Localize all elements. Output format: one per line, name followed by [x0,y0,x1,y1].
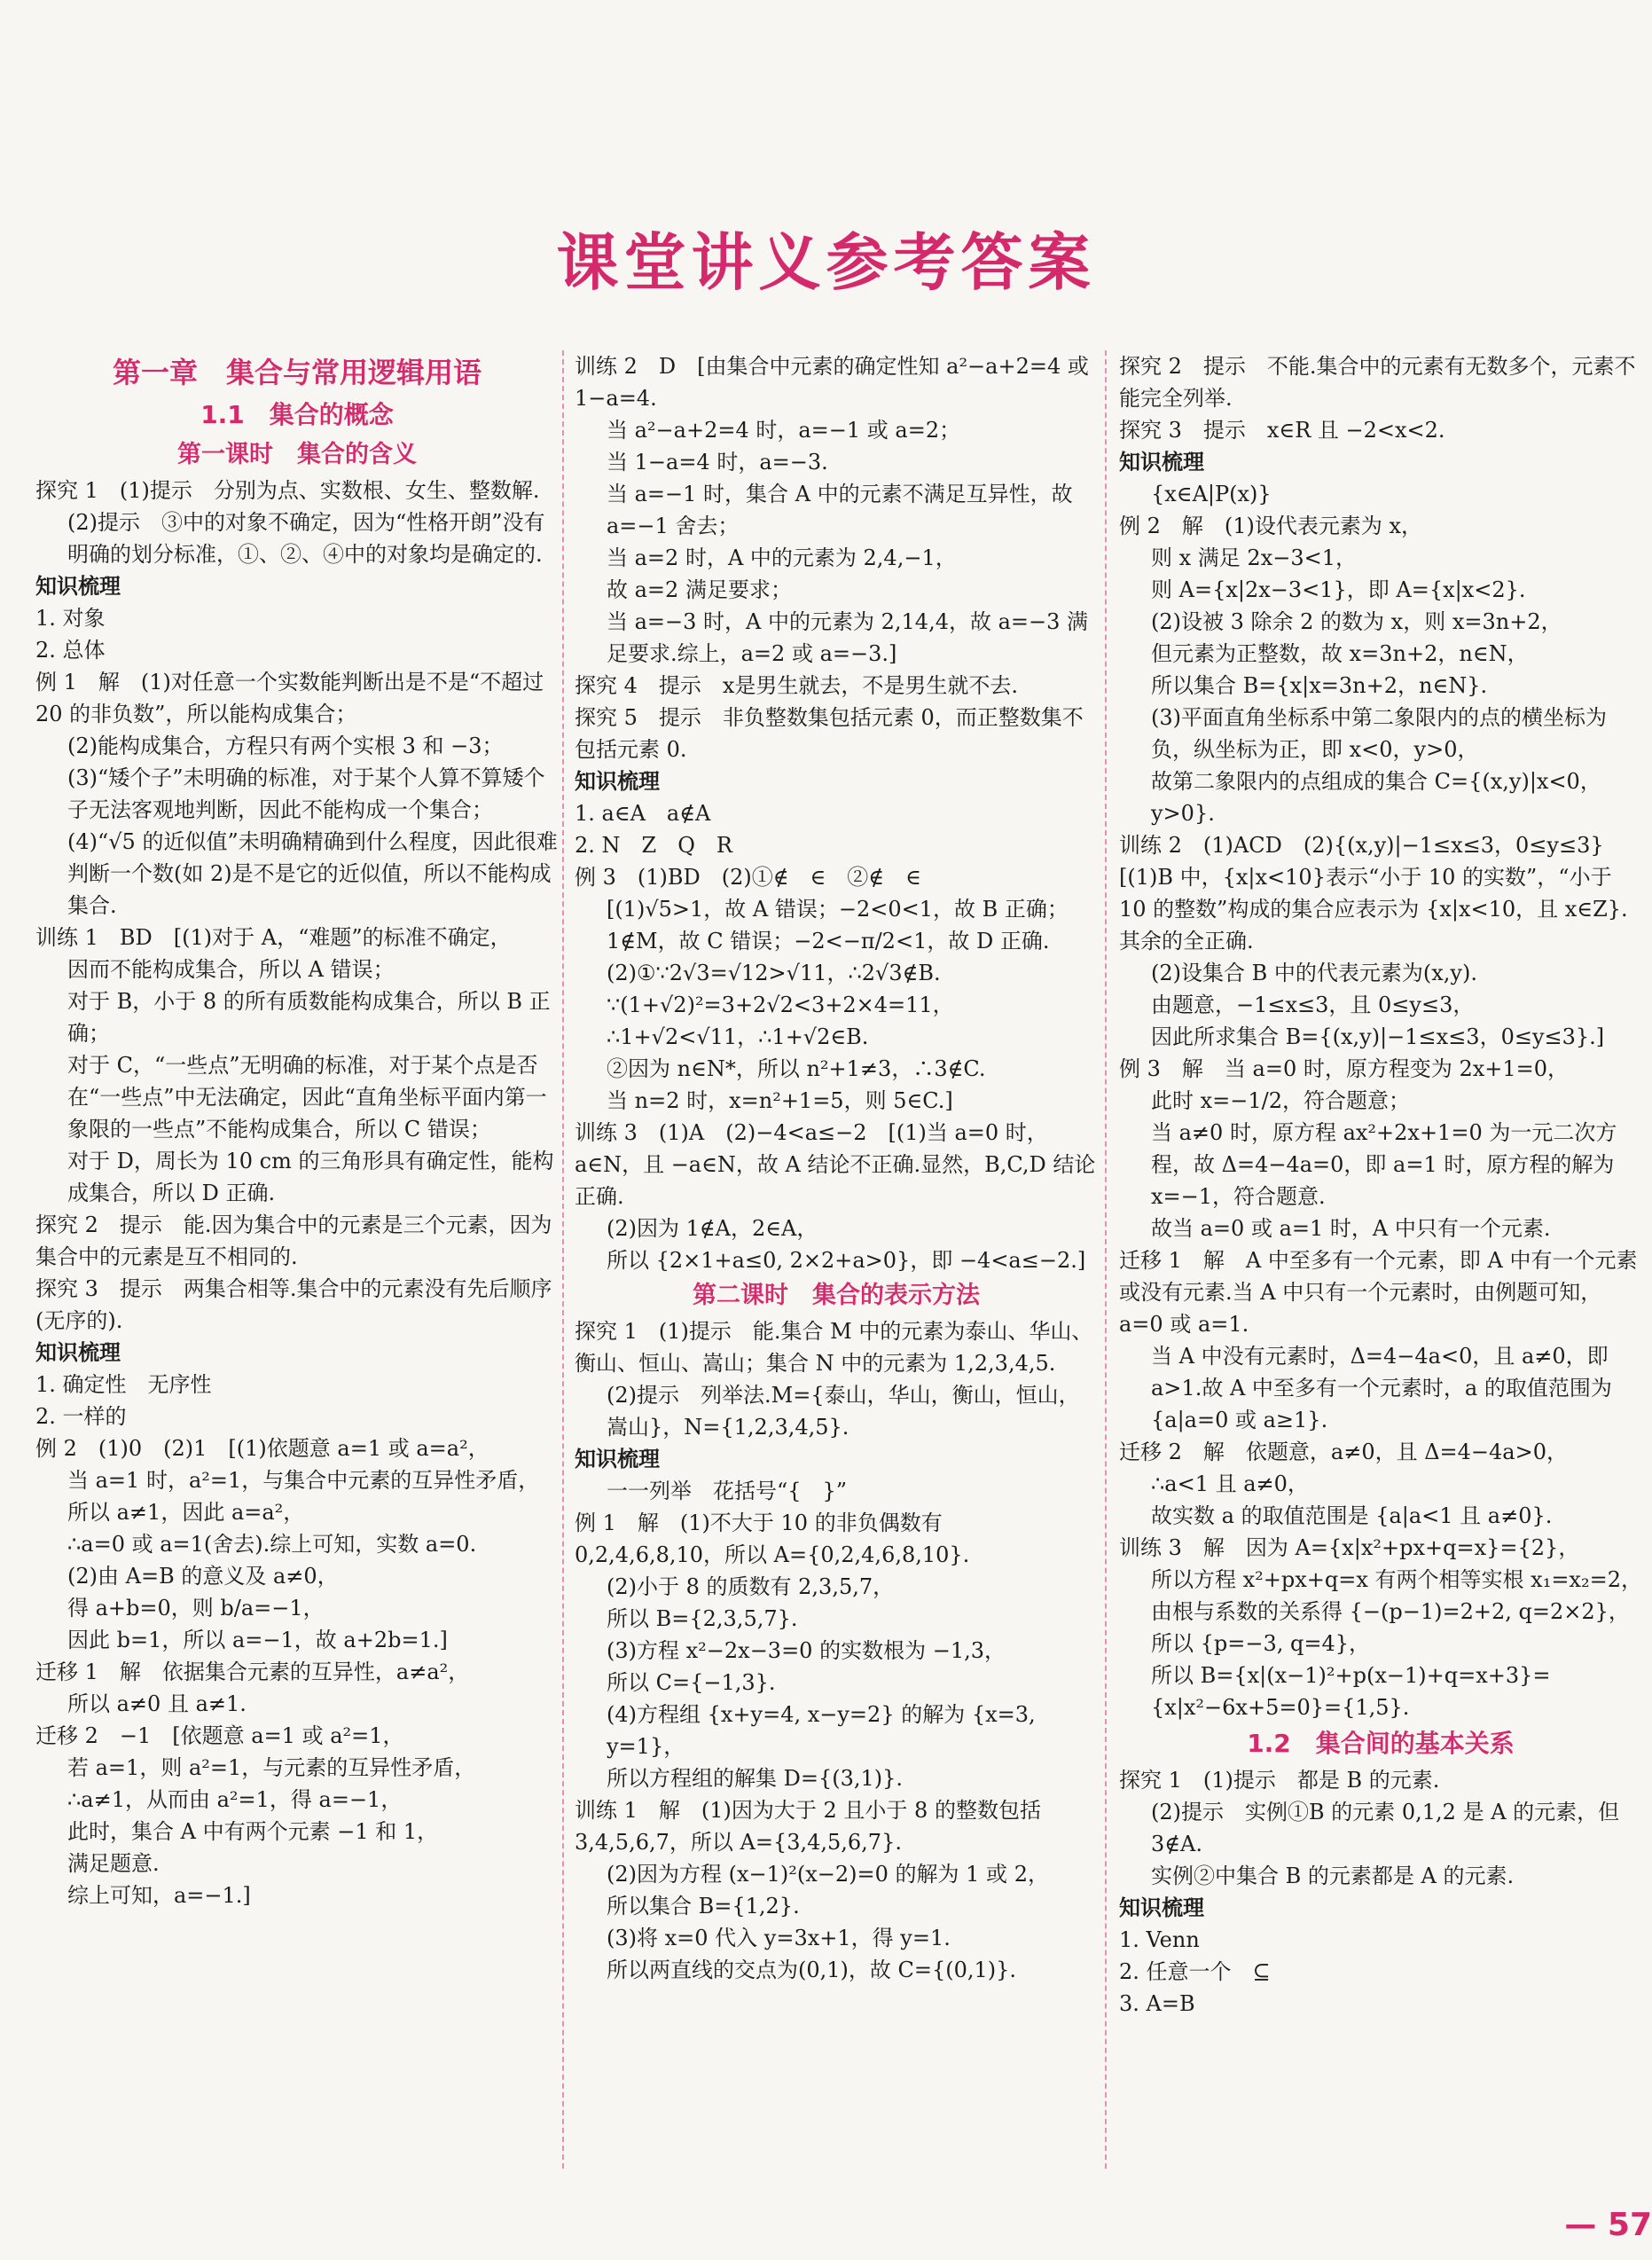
answer-line: (3)方程 x²−2x−3=0 的实数根为 −1,3， [607,1638,1006,1663]
answer-line: 所以方程组的解集 D={(3,1)}. [607,1766,904,1791]
answer-paragraph: 探究 1 (1)提示 都是 B 的元素. [1119,1768,1440,1793]
answer-line: (2)能构成集合，方程只有两个实根 3 和 −3； [67,734,504,758]
answer-paragraph: 2. 任意一个 ⊆ [1119,1959,1271,1984]
answer-paragraph: 迁移 2 解 依题意，a≠0，且 Δ=4−4a>0， [1119,1440,1568,1464]
answer-paragraph: 例 3 解 当 a=0 时，原方程变为 2x+1=0， [1119,1056,1570,1081]
answer-line: 由题意，−1≤x≤3，且 0≤y≤3， [1151,993,1475,1017]
answer-line: 当 a=−3 时，A 中的元素为 2,14,4，故 a=−3 满足要求.综上，a=2 或 a=−3.] [607,609,1089,666]
answer-paragraph: 例 1 解 (1)对任意一个实数能判断出是不是“不超过 20 的非负数”，所以能构成集合； [35,670,551,726]
answer-paragraph: 例 2 解 (1)设代表元素为 x， [1119,514,1423,538]
answer-paragraph: 探究 1 (1)提示 分别为点、实数根、女生、整数解. [35,478,540,503]
answer-line: 所以 B={x|(x−1)²+p(x−1)+q=x+3}={x|x²−6x+5=0}={1,5}. [1151,1663,1551,1720]
answer-line: (2)提示 实例①B 的元素 0,1,2 是 A 的元素，但 3∉A. [1151,1800,1626,1856]
answer-paragraph: 探究 2 提示 不能.集合中的元素有无数多个，元素不能完全列举. [1119,354,1636,411]
answer-line: 所以两直线的交点为(0,1)，故 C={(0,1)}. [607,1958,1017,1982]
answer-line: (2)因为方程 (x−1)²(x−2)=0 的解为 1 或 2， [607,1862,1049,1887]
answer-paragraph: 3. A=B [1119,1991,1195,2016]
page-title: 课堂讲义参考答案 [556,226,1096,299]
answer-line: (2)提示 列举法.M={泰山，华山，衡山，恒山，嵩山}，N={1,2,3,4,5}. [607,1383,1080,1440]
lesson-heading: 第二课时 集合的表示方法 [693,1282,980,1309]
answer-line: 一一列举 花括号“{ }” [607,1479,848,1503]
answer-line: ∵(1+√2)²=3+2√2<3+2×4=11， [607,993,954,1017]
answer-line: (3)将 x=0 代入 y=3x+1，得 y=1. [607,1926,951,1950]
answer-line: 当 A 中没有元素时，Δ=4−4a<0，且 a≠0，即 a>1.故 A 中至多有一个元素时，a 的取值范围为 {a|a=0 或 a≥1}. [1151,1344,1619,1432]
answer-line: 所以 a≠1，因此 a=a²， [67,1500,305,1525]
answer-paragraph: 1. 对象 [35,606,106,631]
answer-line: (3)“矮个子”未明确的标准，对于某个人算不算矮个子无法客观地判断，因此不能构成一个集合； [67,765,545,822]
answer-paragraph: 例 1 解 (1)不大于 10 的非负偶数有 0,2,4,6,8,10，所以 A={0,2,4,6,8,10}. [575,1511,970,1567]
answer-line: 但元素为正整数，故 x=3n+2，n∈N， [1151,641,1529,666]
answer-paragraph: 训练 2 (1)ACD (2){(x,y)|−1≤x≤3，0≤y≤3} [(1)B 中，{x|x<10}表示“小于 10 的实数”，“小于 10 的整数”构成的集合应表示为 {x|x<10，且 x∈Z}.其余的全正确. [1119,833,1628,953]
answer-paragraph: 训练 3 解 因为 A={x|x²+px+q=x}={2}， [1119,1535,1580,1560]
answer-line: 所以 {2×1+a≤0, 2×2+a>0}，即 −4<a≤−2.] [607,1248,1086,1273]
answer-paragraph: 例 3 (1)BD (2)①∉ ∈ ②∉ ∈ [575,865,921,890]
answer-paragraph: 2. 一样的 [35,1404,127,1429]
answer-line: 所以集合 B={1,2}. [607,1894,800,1919]
answer-line: [(1)√5>1，故 A 错误；−2<0<1，故 B 正确； [607,897,1069,922]
answer-line: 对于 B，小于 8 的所有质数能构成集合，所以 B 正确； [67,989,551,1046]
answer-paragraph: 1. Venn [1119,1927,1200,1952]
answer-paragraph: 探究 4 提示 x是男生就去，不是男生就不去. [575,673,1019,698]
column-divider [1105,350,1107,2169]
answer-line: 所以 C={−1,3}. [607,1670,776,1695]
answer-line: 1∉M，故 C 错误；−2<−π/2<1，故 D 正确. [607,929,1050,953]
answer-line: 由根与系数的关系得 {−(p−1)=2+2, q=2×2}， [1151,1599,1630,1624]
topic-heading: 知识梳理 [1119,1895,1204,1920]
answer-line: ∴a=0 或 a=1(舍去).综上可知，实数 a=0. [67,1532,477,1557]
answer-line: (2)①∵2√3=√12>√11，∴2√3∉B. [607,961,941,985]
answer-line: 故第二象限内的点组成的集合 C={(x,y)|x<0，y>0}. [1151,769,1601,826]
answer-line: 当 a=1 时，a²=1，与集合中元素的互异性矛盾， [67,1468,540,1493]
answer-line: 故实数 a 的取值范围是 {a|a<1 且 a≠0}. [1151,1503,1553,1528]
answer-line: 综上可知，a=−1.] [67,1883,251,1908]
answer-line: 当 a≠0 时，原方程 ax²+2x+1=0 为一元二次方程，故 Δ=4−4a=0，即 a=1 时，原方程的解为 x=−1，符合题意. [1151,1120,1621,1209]
answer-line: ②因为 n∈N*，所以 n²+1≠3，∴3∉C. [607,1056,986,1081]
answer-line: 则 x 满足 2x−3<1， [1151,545,1357,570]
answer-paragraph: 探究 1 (1)提示 能.集合 M 中的元素为泰山、华山、衡山、恒山、嵩山；集合 N 中的元素为 1,2,3,4,5. [575,1319,1093,1376]
answer-line: 故当 a=0 或 a=1 时，A 中只有一个元素. [1151,1216,1551,1241]
answer-column-2 [575,350,1098,2169]
answer-paragraph: 训练 3 (1)A (2)−4<a≤−2 [(1)当 a=0 时，a∈N，且 −a∈N，故 A 结论不正确.显然，B,C,D 结论正确. [575,1120,1096,1209]
answer-paragraph: 1. a∈A a∉A [575,801,711,826]
answer-line: 当 a²−a+2=4 时，a=−1 或 a=2； [607,418,961,443]
answer-line: (2)设集合 B 中的代表元素为(x,y). [1151,961,1477,985]
answer-paragraph: 迁移 1 解 依据集合元素的互异性，a≠a²， [35,1660,470,1684]
answer-line: (2)由 A=B 的意义及 a≠0， [67,1564,339,1589]
answer-paragraph: 训练 1 BD [(1)对于 A，“难题”的标准不确定， [35,925,512,950]
topic-heading: 知识梳理 [35,1340,121,1365]
answer-paragraph: 探究 2 提示 能.因为集合中的元素是三个元素，因为集合中的元素是互不相同的. [35,1212,552,1269]
answer-line: 所以 {p=−3, q=4}， [1151,1631,1371,1656]
answer-paragraph: 迁移 1 解 A 中至多有一个元素，即 A 中有一个元素或没有元素.当 A 中只有一个元素时，由例题可知，a=0 或 a=1. [1119,1248,1638,1337]
answer-line: 此时，集合 A 中有两个元素 −1 和 1， [67,1819,439,1844]
answer-line: {x∈A|P(x)} [1151,482,1272,506]
section-heading: 1.2 集合间的基本关系 [1247,1729,1515,1758]
answer-line: (2)设被 3 除余 2 的数为 x，则 x=3n+2， [1151,609,1562,634]
answer-paragraph: 2. N Z Q R [575,833,732,858]
answer-paragraph: 例 2 (1)0 (2)1 [(1)依题意 a=1 或 a=a²， [35,1436,489,1461]
answer-line: 所以方程 x²+px+q=x 有两个相等实根 x₁=x₂=2， [1151,1567,1642,1592]
topic-heading: 知识梳理 [1119,450,1204,475]
answer-line: 当 n=2 时，x=n²+1=5，则 5∈C.] [607,1088,953,1113]
answer-line: 因而不能构成集合，所以 A 错误； [67,957,395,982]
chapter-heading: 第一章 集合与常用逻辑用语 [112,356,482,389]
answer-line: (2)提示 ③中的对象不确定，因为“性格开朗”没有明确的划分标准，①、②、④中的对象均是确定的. [67,510,545,567]
lesson-heading: 第一课时 集合的含义 [177,441,417,468]
answer-line: 所以 a≠0 且 a≠1. [67,1691,247,1716]
topic-heading: 知识梳理 [575,1447,660,1471]
answer-line: ∴a<1 且 a≠0， [1151,1471,1309,1496]
topic-heading: 知识梳理 [35,574,121,599]
answer-paragraph: 探究 3 提示 两集合相等.集合中的元素没有先后顺序(无序的). [35,1276,552,1333]
answer-paragraph: 训练 2 D [由集合中元素的确定性知 a²−a+2=4 或 1−a=4. [575,354,1096,411]
column-divider [562,350,564,2169]
answer-line: ∴a≠1，从而由 a²=1，得 a=−1， [67,1787,403,1812]
answer-line: ∴1+√2<√11，∴1+√2∈B. [607,1024,869,1049]
answer-paragraph: 1. 确定性 无序性 [35,1372,212,1397]
answer-line: 因此 b=1，所以 a=−1，故 a+2b=1.] [67,1628,448,1652]
answer-line: 对于 C，“一些点”无明确的标准，对于某个点是否在“一些点”中无法确定，因此“直角坐标平面内第一象限的一些点”不能构成集合，所以 C 错误； [67,1053,547,1142]
topic-heading: 知识梳理 [575,769,660,794]
answer-line: 满足题意. [67,1851,160,1876]
answer-line: (4)“√5 的近似值”未明确精确到什么程度，因此很难判断一个数(如 2)是不是它的近似值，所以不能构成集合. [67,829,558,918]
answer-line: 当 a=2 时，A 中的元素为 2,4,−1， [607,545,957,570]
answer-line: 所以集合 B={x|x=3n+2，n∈N}. [1151,673,1488,698]
answer-line: 当 1−a=4 时，a=−3. [607,450,828,475]
answer-column-3 [1119,350,1642,2169]
answer-line: 得 a+b=0，则 b/a=−1， [67,1596,325,1620]
answer-line: 实例②中集合 B 的元素都是 A 的元素. [1151,1864,1515,1888]
answer-line: (2)小于 8 的质数有 2,3,5,7， [607,1574,895,1599]
answer-line: 若 a=1，则 a²=1，与元素的互异性矛盾， [67,1755,476,1780]
answer-line: 此时 x=−1/2，符合题意； [1151,1088,1411,1113]
page-number: — 57 [1564,2207,1652,2243]
answer-paragraph: 探究 5 提示 非负整数集包括元素 0，而正整数集不包括元素 0. [575,705,1084,762]
answer-line: (4)方程组 {x+y=4, x−y=2} 的解为 {x=3, y=1}， [607,1702,1043,1759]
answer-column-1 [35,350,559,2169]
answer-line: 则 A={x|2x−3<1}，即 A={x|x<2}. [1151,577,1526,602]
answer-line: 因此所求集合 B={(x,y)|−1≤x≤3，0≤y≤3}.] [1151,1024,1605,1049]
answer-line: 所以 B={2,3,5,7}. [607,1606,798,1631]
answer-line: (2)因为 1∉A，2∈A， [607,1216,818,1241]
answer-paragraph: 训练 1 解 (1)因为大于 2 且小于 8 的整数包括 3,4,5,6,7，所以 A={3,4,5,6,7}. [575,1798,1048,1855]
answer-paragraph: 2. 总体 [35,638,106,663]
answer-line: 故 a=2 满足要求； [607,577,792,602]
answer-line: 当 a=−1 时，集合 A 中的元素不满足互异性，故 a=−1 舍去； [607,482,1080,538]
section-heading: 1.1 集合的概念 [200,400,394,429]
answer-paragraph: 探究 3 提示 x∈R 且 −2<x<2. [1119,418,1445,443]
answer-line: 对于 D，周长为 10 cm 的三角形具有确定性，能构成集合，所以 D 正确. [67,1149,554,1205]
answer-line: (3)平面直角坐标系中第二象限内的点的横坐标为负，纵坐标为正，即 x<0，y>0， [1151,705,1607,762]
answer-paragraph: 迁移 2 −1 [依题意 a=1 或 a²=1， [35,1723,404,1748]
